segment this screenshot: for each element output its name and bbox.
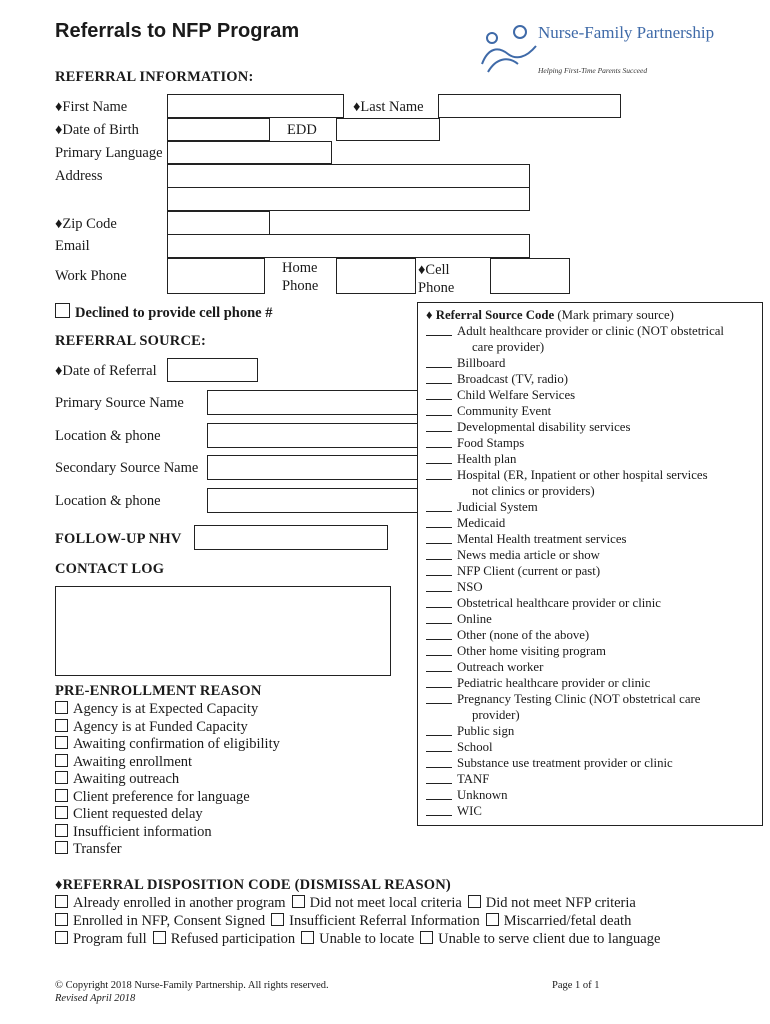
source-code-label: Online <box>457 612 492 626</box>
source-code-mark-line[interactable] <box>426 447 452 448</box>
follow-up-field[interactable] <box>194 525 388 550</box>
disposition-row <box>55 895 642 912</box>
source-code-mark-line[interactable] <box>426 463 452 464</box>
source-code-label: Pediatric healthcare provider or clinic <box>457 676 651 690</box>
contact-log-field[interactable] <box>55 586 391 676</box>
pre-enrollment-checkbox[interactable] <box>55 719 68 732</box>
source-code-label: NSO <box>457 580 483 594</box>
source-code-mark-line[interactable] <box>426 815 452 816</box>
source-code-label: Unknown <box>457 788 508 802</box>
source-code-label: Medicaid <box>457 516 506 530</box>
location-phone-1-field[interactable] <box>207 423 419 448</box>
email-field[interactable] <box>167 234 530 258</box>
source-code-item[interactable] <box>426 403 551 419</box>
primary-source-name-label: Primary Source Name <box>55 395 184 411</box>
pre-enrollment-label: Transfer <box>73 841 122 857</box>
source-code-item[interactable] <box>426 323 724 355</box>
source-code-item[interactable] <box>426 547 600 563</box>
source-code-label: TANF <box>457 772 490 786</box>
secondary-source-name-field[interactable] <box>207 455 419 480</box>
pre-enrollment-checkbox[interactable] <box>55 841 68 854</box>
disposition-checkbox[interactable] <box>468 895 481 908</box>
disposition-label: Unable to locate <box>319 931 415 947</box>
disposition-label: Did not meet local criteria <box>309 895 462 911</box>
pre-enrollment-label: Client preference for language <box>73 788 250 805</box>
source-code-item[interactable] <box>426 563 600 579</box>
source-code-item[interactable] <box>426 355 505 371</box>
source-code-mark-line[interactable] <box>426 367 452 368</box>
disposition-option[interactable] <box>55 895 286 911</box>
source-code-mark-line[interactable] <box>426 415 452 416</box>
date-of-referral-label: ♦Date of Referral <box>55 363 157 379</box>
home-phone-field[interactable] <box>336 258 416 294</box>
pre-enrollment-checkbox[interactable] <box>55 789 68 802</box>
source-code-item[interactable] <box>426 387 575 403</box>
edd-field[interactable] <box>336 118 440 141</box>
disposition-option[interactable] <box>486 913 632 929</box>
source-code-item[interactable] <box>426 723 514 739</box>
source-code-item[interactable] <box>426 579 483 595</box>
source-code-label: WIC <box>457 804 482 818</box>
disposition-label: Already enrolled in another program <box>73 895 286 911</box>
source-code-item[interactable] <box>426 451 516 467</box>
contact-log-heading: CONTACT LOG <box>55 561 165 577</box>
source-code-item[interactable] <box>426 419 630 435</box>
pre-enrollment-label: Insufficient information <box>73 823 212 840</box>
source-code-item[interactable] <box>426 739 493 755</box>
source-code-item[interactable] <box>426 435 524 451</box>
source-code-label: Pregnancy Testing Clinic (NOT obstetrical care <box>457 692 701 706</box>
source-code-mark-line[interactable] <box>426 735 452 736</box>
source-code-mark-line[interactable] <box>426 527 452 528</box>
source-code-mark-line[interactable] <box>426 655 452 656</box>
location-phone-2-field[interactable] <box>207 488 419 513</box>
pre-enrollment-label: Agency is at Expected Capacity <box>73 701 259 717</box>
primary-language-field[interactable] <box>167 141 332 164</box>
source-code-label: Adult healthcare provider or clinic (NOT obstetrical <box>457 324 724 338</box>
disposition-label: Did not meet NFP criteria <box>485 895 636 911</box>
disposition-row <box>55 913 637 930</box>
source-code-label: Mental Health treatment services <box>457 532 627 546</box>
pre-enrollment-option[interactable] <box>55 841 122 858</box>
declined-cell-option[interactable]: Declined to provide cell phone # <box>55 303 273 322</box>
source-code-label: Hospital (ER, Inpatient or other hospital services <box>457 468 708 482</box>
source-code-label: School <box>457 740 493 754</box>
pre-enrollment-option[interactable] <box>55 736 280 753</box>
source-code-mark-line[interactable] <box>426 431 452 432</box>
disposition-row <box>55 931 666 948</box>
source-code-label: NFP Client (current or past) <box>457 564 601 578</box>
location-phone-1-label: Location & phone <box>55 428 161 444</box>
pre-enrollment-checkbox[interactable] <box>55 736 68 749</box>
pre-enrollment-checkbox[interactable] <box>55 771 68 784</box>
source-code-item[interactable] <box>426 627 589 643</box>
pre-enrollment-label: Agency is at Funded Capacity <box>73 718 248 735</box>
disposition-option[interactable] <box>55 913 265 929</box>
disposition-label: Refused participation <box>170 931 296 947</box>
source-code-item[interactable] <box>426 675 650 691</box>
disposition-label: Enrolled in NFP, Consent Signed <box>73 913 266 929</box>
source-code-mark-line[interactable] <box>426 575 452 576</box>
disposition-option[interactable] <box>292 895 462 911</box>
nfp-logo <box>478 20 715 80</box>
pre-enrollment-label: Awaiting outreach <box>73 771 180 787</box>
source-code-mark-line[interactable] <box>426 335 452 336</box>
logo-name: Nurse-Family Partnership <box>538 23 715 42</box>
pre-enrollment-checkbox[interactable] <box>55 824 68 837</box>
source-code-mark-line[interactable] <box>426 591 452 592</box>
disposition-checkbox[interactable] <box>153 931 166 944</box>
source-code-item[interactable] <box>426 803 482 819</box>
pre-enrollment-option[interactable] <box>55 701 258 718</box>
referral-source-heading: REFERRAL SOURCE: <box>55 333 207 349</box>
disposition-label: Miscarried/fetal death <box>503 913 632 929</box>
disposition-heading: ♦REFERRAL DISPOSITION CODE (DISMISSAL REASON) <box>55 877 451 893</box>
source-code-mark-line[interactable] <box>426 511 452 512</box>
disposition-checkbox[interactable] <box>55 895 68 908</box>
source-code-mark-line[interactable] <box>426 751 452 752</box>
source-code-label: Obstetrical healthcare provider or clinic <box>457 596 661 610</box>
source-code-item[interactable] <box>426 611 492 627</box>
source-code-mark-line[interactable] <box>426 671 452 672</box>
revised-date: Revised April 2018 <box>55 993 136 1004</box>
source-code-item[interactable] <box>426 643 606 659</box>
source-code-label: Child Welfare Services <box>457 388 576 402</box>
source-code-mark-line[interactable] <box>426 639 452 640</box>
pre-enrollment-checkbox[interactable] <box>55 701 68 714</box>
source-code-label: Other (none of the above) <box>457 628 590 642</box>
source-code-item[interactable] <box>426 531 627 547</box>
source-code-item[interactable] <box>426 595 661 611</box>
source-code-item[interactable] <box>426 515 505 531</box>
referral-info-heading: REFERRAL INFORMATION: <box>55 69 254 85</box>
address-line2-field[interactable] <box>167 187 530 211</box>
source-code-label-cont: care provider) <box>472 340 545 354</box>
disposition-checkbox[interactable] <box>55 913 68 926</box>
pre-enrollment-option[interactable] <box>55 754 192 771</box>
last-name-field[interactable] <box>438 94 621 118</box>
disposition-label: Program full <box>73 931 147 947</box>
secondary-source-name-label: Secondary Source Name <box>55 460 199 476</box>
work-phone-label: Work Phone <box>55 268 127 284</box>
dob-label: ♦Date of Birth <box>55 122 139 138</box>
source-code-label: Community Event <box>457 404 552 418</box>
source-code-label: Developmental disability services <box>457 420 631 434</box>
page-number: Page 1 of 1 <box>552 980 600 991</box>
source-code-label: Food Stamps <box>457 436 525 450</box>
disposition-option[interactable] <box>301 931 414 947</box>
pre-enrollment-option[interactable] <box>55 806 203 823</box>
source-code-mark-line[interactable] <box>426 687 452 688</box>
source-code-item[interactable] <box>426 499 538 515</box>
source-code-label: Billboard <box>457 356 506 370</box>
source-code-mark-line[interactable] <box>426 703 452 704</box>
source-code-item[interactable] <box>426 771 489 787</box>
zip-field[interactable] <box>167 211 270 235</box>
source-code-heading: ♦ Referral Source Code (Mark primary source) <box>426 308 674 322</box>
source-code-item[interactable] <box>426 691 700 723</box>
disposition-checkbox[interactable] <box>292 895 305 908</box>
source-code-item[interactable] <box>426 787 507 803</box>
disposition-label: Unable to serve client due to language <box>438 931 661 947</box>
pre-enrollment-option[interactable] <box>55 824 212 841</box>
source-code-mark-line[interactable] <box>426 559 452 560</box>
source-code-label: Public sign <box>457 724 515 738</box>
disposition-checkbox[interactable] <box>301 931 314 944</box>
source-code-item[interactable] <box>426 467 708 499</box>
disposition-checkbox[interactable] <box>55 931 68 944</box>
source-code-label: Other home visiting program <box>457 644 606 658</box>
source-code-item[interactable] <box>426 659 543 675</box>
pre-enrollment-option[interactable] <box>55 719 248 736</box>
disposition-option[interactable] <box>420 931 660 947</box>
zip-label: ♦Zip Code <box>55 216 117 232</box>
source-code-label: Health plan <box>457 452 517 466</box>
follow-up-heading: FOLLOW-UP NHV <box>55 531 182 547</box>
pre-enrollment-checkbox[interactable] <box>55 806 68 819</box>
pre-enrollment-label: Awaiting enrollment <box>73 753 193 770</box>
source-code-item[interactable] <box>426 755 673 771</box>
pre-enrollment-option[interactable] <box>55 789 250 806</box>
date-of-referral-field[interactable] <box>167 358 258 382</box>
home-phone-label: Home Phone <box>282 260 319 294</box>
primary-source-name-field[interactable] <box>207 390 419 415</box>
source-code-panel <box>417 302 763 826</box>
disposition-checkbox[interactable] <box>486 913 499 926</box>
source-code-mark-line[interactable] <box>426 767 452 768</box>
edd-label: EDD <box>287 122 317 138</box>
source-code-mark-line[interactable] <box>426 543 452 544</box>
declined-cell-checkbox[interactable] <box>55 303 70 318</box>
source-code-mark-line[interactable] <box>426 783 452 784</box>
disposition-option[interactable] <box>153 931 295 947</box>
pre-enrollment-option[interactable] <box>55 771 179 788</box>
dob-field[interactable] <box>167 118 270 141</box>
cell-phone-label: ♦Cell Phone <box>418 262 455 296</box>
source-code-mark-line[interactable] <box>426 623 452 624</box>
address-line1-field[interactable] <box>167 164 530 188</box>
source-code-label: Judicial System <box>457 500 538 514</box>
disposition-label: Insufficient Referral Information <box>289 913 480 929</box>
disposition-option[interactable] <box>55 931 147 947</box>
source-code-label: Substance use treatment provider or clinic <box>457 756 673 770</box>
disposition-checkbox[interactable] <box>420 931 433 944</box>
source-code-label: News media article or show <box>457 548 600 562</box>
source-code-label-cont: not clinics or providers) <box>472 484 595 498</box>
source-code-mark-line[interactable] <box>426 399 452 400</box>
source-code-label-cont: provider) <box>472 708 520 722</box>
disposition-checkbox[interactable] <box>271 913 284 926</box>
address-label: Address <box>55 168 103 184</box>
source-code-mark-line[interactable] <box>426 607 452 608</box>
disposition-option[interactable] <box>271 913 480 929</box>
location-phone-2-label: Location & phone <box>55 493 161 509</box>
source-code-item[interactable] <box>426 371 568 387</box>
source-code-mark-line[interactable] <box>426 383 452 384</box>
first-name-field[interactable] <box>167 94 344 118</box>
email-label: Email <box>55 238 90 254</box>
primary-language-label: Primary Language <box>55 145 163 161</box>
disposition-option[interactable] <box>468 895 636 911</box>
pre-enrollment-label: Client requested delay <box>73 806 203 822</box>
logo-tagline: Helping First-Time Parents Succeed <box>538 66 648 75</box>
pre-enrollment-heading: PRE-ENROLLMENT REASON <box>55 683 262 699</box>
page-title: Referrals to NFP Program <box>55 20 300 42</box>
pre-enrollment-checkbox[interactable] <box>55 754 68 767</box>
last-name-label: ♦Last Name <box>353 99 424 115</box>
source-code-label: Broadcast (TV, radio) <box>457 372 568 386</box>
source-code-label: Outreach worker <box>457 660 544 674</box>
cell-phone-field[interactable] <box>490 258 570 294</box>
copyright: © Copyright 2018 Nurse-Family Partnership. All rights reserved. <box>55 980 329 991</box>
pre-enrollment-label: Awaiting confirmation of eligibility <box>73 736 280 752</box>
first-name-label: ♦First Name <box>55 99 128 115</box>
source-code-mark-line[interactable] <box>426 799 452 800</box>
work-phone-field[interactable] <box>167 258 265 294</box>
logo-figures-icon <box>478 24 540 76</box>
source-code-mark-line[interactable] <box>426 479 452 480</box>
